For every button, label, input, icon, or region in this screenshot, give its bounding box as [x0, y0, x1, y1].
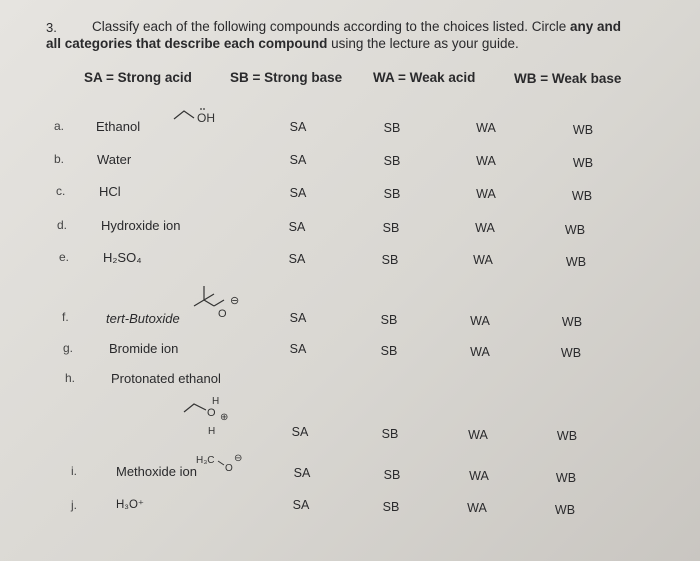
- choice-wa[interactable]: WA: [476, 121, 496, 135]
- choice-sa[interactable]: SA: [289, 311, 307, 325]
- choice-sa[interactable]: SA: [293, 466, 311, 480]
- choice-sb[interactable]: SB: [380, 313, 398, 327]
- choice-wa[interactable]: WA: [473, 253, 493, 267]
- choice-wb[interactable]: WB: [564, 223, 586, 237]
- protonated-o-label: O: [207, 407, 216, 419]
- choice-sa[interactable]: SA: [288, 220, 306, 234]
- choice-wb[interactable]: WB: [561, 315, 583, 329]
- charge-plus-icon: ⊕: [220, 412, 229, 423]
- legend-strong-acid: SA = Strong acid: [84, 70, 192, 85]
- compound-name: H₃O⁺: [116, 499, 145, 511]
- charge-minus-icon: ⊖: [234, 453, 243, 464]
- row-letter: a.: [54, 119, 65, 133]
- row-letter: e.: [59, 250, 70, 264]
- question-line-1-emphasis: any and: [570, 19, 622, 34]
- compound-name: Hydroxide ion: [101, 218, 181, 233]
- choice-wb[interactable]: WB: [560, 346, 582, 360]
- question-line-1: [92, 19, 621, 34]
- row-letter: h.: [65, 371, 76, 385]
- choice-sb[interactable]: SB: [381, 253, 399, 267]
- choice-wa[interactable]: WA: [468, 428, 488, 442]
- protonated-h-bottom: H: [208, 426, 216, 437]
- row-letter: d.: [57, 218, 68, 232]
- protonated-h-top: H: [212, 396, 220, 407]
- choice-wb[interactable]: WB: [555, 471, 577, 485]
- tbutoxide-o-label: O: [218, 308, 227, 320]
- choice-wa[interactable]: WA: [476, 187, 496, 201]
- choice-wb[interactable]: WB: [571, 189, 593, 203]
- methoxide-structure: [196, 449, 266, 473]
- choice-sb[interactable]: SB: [383, 468, 401, 482]
- choice-sb[interactable]: SB: [380, 344, 398, 358]
- compound-name: H₂SO₄: [103, 250, 142, 265]
- compound-name: tert-Butoxide: [106, 311, 180, 326]
- choice-wb[interactable]: WB: [554, 503, 576, 517]
- choice-sa[interactable]: SA: [288, 252, 306, 266]
- choice-wa[interactable]: WA: [470, 345, 490, 359]
- charge-minus-icon: ⊖: [230, 295, 240, 307]
- legend-weak-base: WB = Weak base: [514, 71, 622, 86]
- choice-wa[interactable]: WA: [467, 501, 487, 515]
- choice-wa[interactable]: WA: [470, 314, 490, 328]
- question-line-2: [46, 36, 519, 51]
- choice-sa[interactable]: SA: [289, 186, 307, 200]
- choice-wa[interactable]: WA: [476, 154, 496, 168]
- row-letter: j.: [71, 498, 77, 512]
- choice-sa[interactable]: SA: [289, 120, 307, 134]
- choice-sa[interactable]: SA: [289, 153, 307, 167]
- question-number: 3.: [46, 20, 57, 35]
- choice-sa[interactable]: SA: [291, 425, 309, 439]
- choice-wb[interactable]: WB: [556, 429, 578, 443]
- question-line-2-emphasis: all categories that describe each compound: [46, 36, 328, 51]
- choice-sb[interactable]: SB: [383, 187, 401, 201]
- legend-strong-base: SB = Strong base: [230, 70, 343, 85]
- choice-wb[interactable]: WB: [565, 255, 587, 269]
- legend-weak-acid: WA = Weak acid: [373, 70, 476, 85]
- choice-sa[interactable]: SA: [292, 498, 310, 512]
- choice-sb[interactable]: SB: [382, 500, 400, 514]
- row-letter: b.: [54, 152, 65, 166]
- choice-sb[interactable]: SB: [381, 427, 399, 441]
- choice-wb[interactable]: WB: [572, 156, 594, 170]
- question-line-2-text: using the lecture as your guide.: [327, 36, 519, 51]
- compound-name: Water: [97, 152, 132, 167]
- choice-wb[interactable]: WB: [572, 123, 594, 137]
- choice-wa[interactable]: WA: [469, 469, 489, 483]
- choice-sb[interactable]: SB: [382, 221, 400, 235]
- ethanol-structure: [172, 106, 232, 130]
- row-letter: i.: [71, 464, 77, 478]
- compound-name: Methoxide ion: [116, 464, 197, 479]
- ethanol-oh-label: OH: [197, 111, 215, 125]
- question-line-1-text: Classify each of the following compounds according to the choices listed. Circle: [92, 19, 570, 34]
- protonated-ethanol-structure: [182, 396, 252, 440]
- methoxide-o-label: O: [225, 463, 233, 474]
- choice-sb[interactable]: SB: [383, 154, 401, 168]
- compound-name: Ethanol: [96, 119, 141, 134]
- choice-sb[interactable]: SB: [383, 121, 401, 135]
- methoxide-h3c-label: H₃C: [196, 455, 215, 466]
- compound-name: HCl: [99, 184, 121, 199]
- tert-butoxide-structure: [190, 280, 260, 322]
- choice-sa[interactable]: SA: [289, 342, 307, 356]
- compound-name: Bromide ion: [109, 341, 179, 356]
- row-letter: g.: [63, 341, 74, 355]
- choice-wa[interactable]: WA: [475, 221, 495, 235]
- row-letter: f.: [62, 310, 69, 324]
- row-letter: c.: [56, 184, 66, 198]
- compound-name: Protonated ethanol: [111, 371, 221, 386]
